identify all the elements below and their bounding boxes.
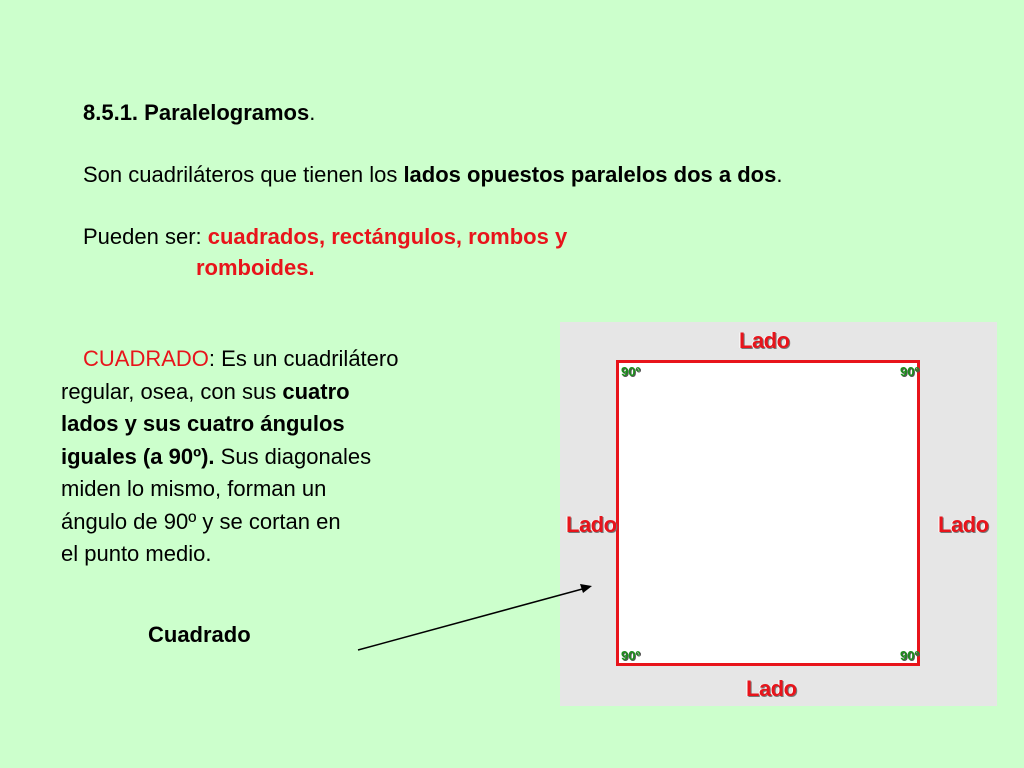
- intro-text: Son cuadriláteros que tienen los lados opuestos paralelos dos a dos.: [83, 162, 783, 187]
- angle-label-bottom-left: 90º: [621, 648, 641, 663]
- types-line-1: Pueden ser: cuadrados, rectángulos, rombos y: [83, 224, 568, 249]
- side-label-bottom: Lado: [746, 676, 797, 701]
- square-shape: [616, 360, 920, 666]
- side-label-left: Lado: [566, 512, 617, 537]
- square-title: CUADRADO: [83, 346, 209, 371]
- figure-caption: Cuadrado: [148, 622, 251, 647]
- square-figure: [560, 322, 997, 706]
- slide-heading: 8.5.1. Paralelogramos.: [83, 100, 316, 125]
- types-line-2: romboides.: [196, 255, 315, 280]
- side-label-right: Lado: [938, 512, 989, 537]
- side-label-top: Lado: [739, 328, 790, 353]
- angle-label-top-left: 90º: [621, 364, 641, 379]
- angle-label-top-right: 90º: [900, 364, 920, 379]
- square-description: CUADRADO: Es un cuadrilátero regular, osea, con sus cuatro lados y sus cuatro ángulos iguales (a 90º). Sus diagonales miden lo mismo, forman un ángulo de 90º y se cortan en el punto medio.: [61, 346, 399, 566]
- angle-label-bottom-right: 90º: [900, 648, 920, 663]
